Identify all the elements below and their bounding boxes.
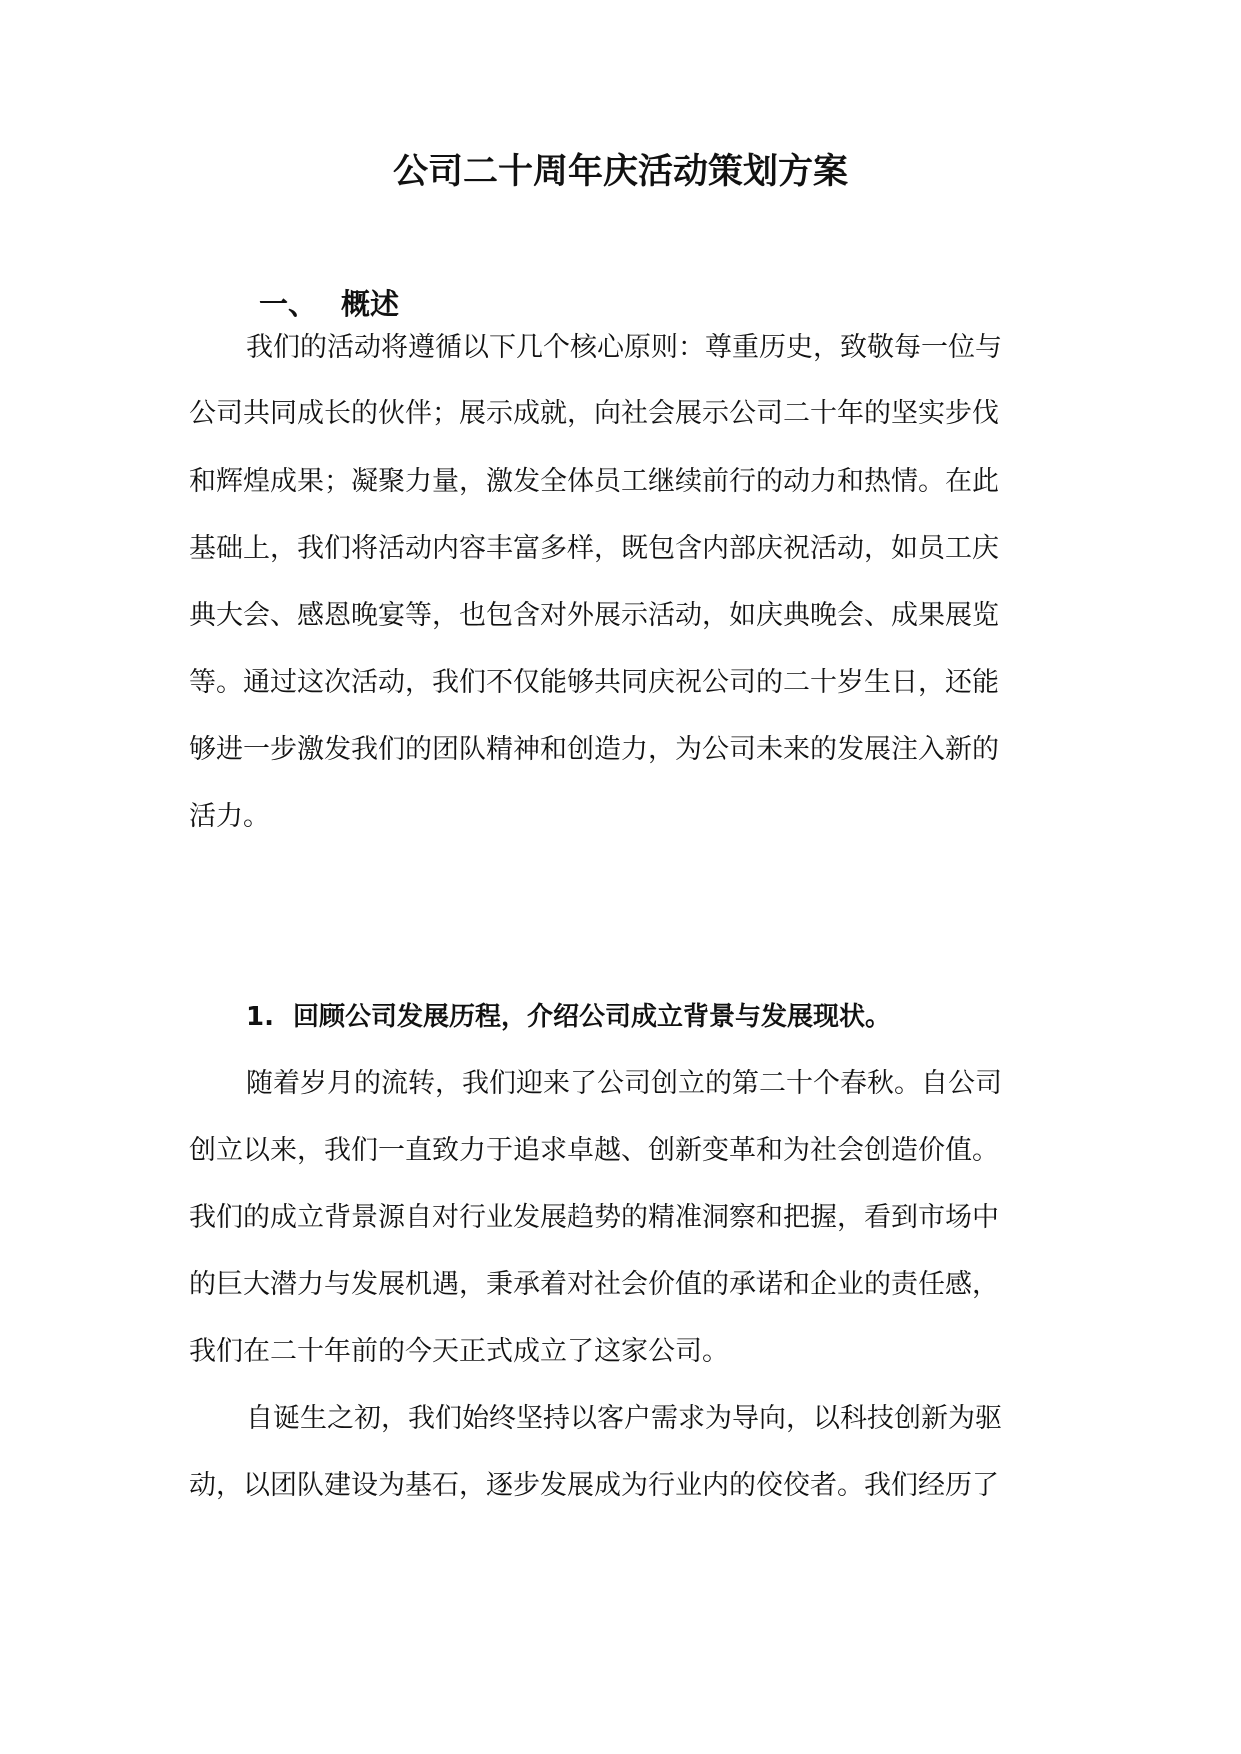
paragraph-line: 基础上，我们将活动内容丰富多样，既包含内部庆祝活动，如员工庆 (189, 533, 999, 564)
paragraph-line: 随着岁月的流转，我们迎来了公司创立的第二十个春秋。自公司 (246, 1068, 1002, 1099)
paragraph-line: 我们在二十年前的今天正式成立了这家公司。 (189, 1336, 729, 1367)
subsection-number: 1. (246, 1002, 274, 1032)
paragraph-line: 典大会、感恩晚宴等，也包含对外展示活动，如庆典晚会、成果展览 (189, 600, 999, 631)
paragraph-line: 公司共同成长的伙伴；展示成就，向社会展示公司二十年的坚实步伐 (189, 398, 999, 429)
subsection-heading-history (246, 992, 891, 1042)
section-title: 概述 (341, 287, 400, 321)
paragraph-line: 动，以团队建设为基石，逐步发展成为行业内的佼佼者。我们经历了 (189, 1470, 999, 1501)
paragraph-line: 的巨大潜力与发展机遇，秉承着对社会价值的承诺和企业的责任感， (189, 1269, 999, 1300)
paragraph-line: 创立以来，我们一直致力于追求卓越、创新变革和为社会创造价值。 (189, 1135, 999, 1166)
section-heading-overview (259, 279, 399, 329)
paragraph-line: 等。通过这次活动，我们不仅能够共同庆祝公司的二十岁生日，还能 (189, 667, 999, 698)
paragraph-line: 自诞生之初，我们始终坚持以客户需求为导向，以科技创新为驱 (246, 1403, 1002, 1434)
paragraph-line: 和辉煌成果；凝聚力量，激发全体员工继续前行的动力和热情。在此 (189, 466, 999, 497)
paragraph-line: 够进一步激发我们的团队精神和创造力，为公司未来的发展注入新的 (189, 734, 999, 765)
section-number: 一、 (259, 287, 318, 321)
paragraph-line: 我们的成立背景源自对行业发展趋势的精准洞察和把握，看到市场中 (189, 1202, 999, 1233)
document-title: 公司二十周年庆活动策划方案 (392, 152, 848, 192)
paragraph-line: 活力。 (189, 801, 270, 832)
subsection-title: 回顾公司发展历程，介绍公司成立背景与发展现状。 (293, 1002, 892, 1032)
paragraph-line: 我们的活动将遵循以下几个核心原则：尊重历史，致敬每一位与 (246, 332, 1002, 363)
